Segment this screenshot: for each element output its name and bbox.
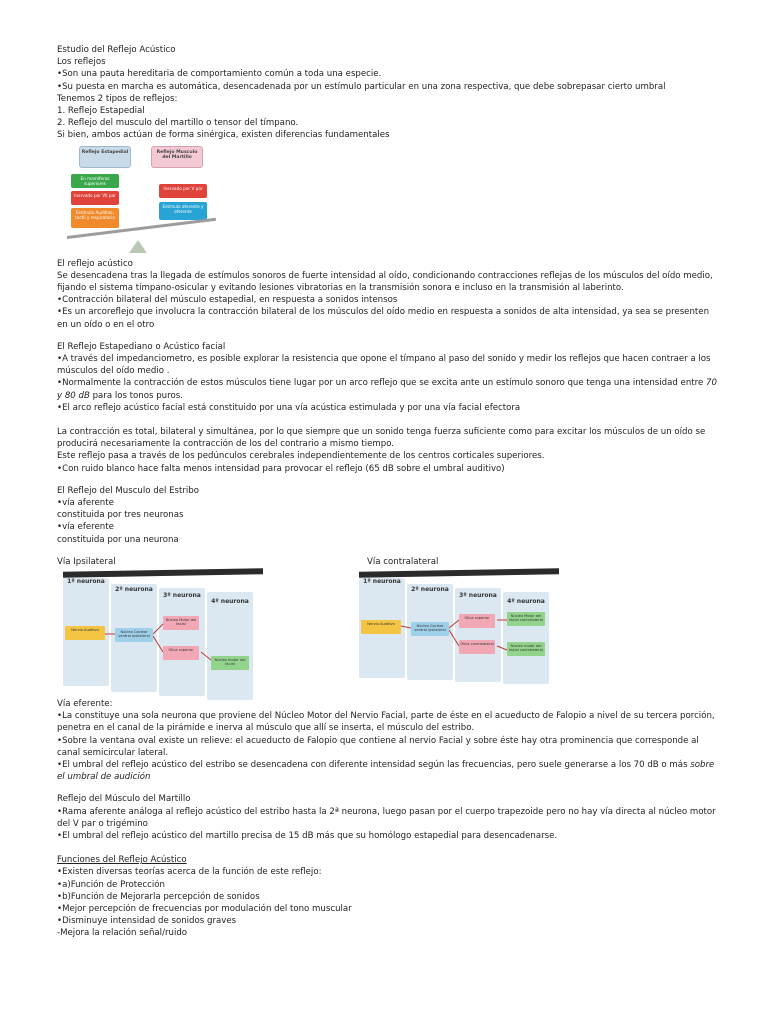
list-item: 1. Reflejo Estapedial [57, 106, 145, 117]
neuron-label: 2º neurona [115, 585, 153, 593]
bullet: •Con ruido blanco hace falta menos intensidad para provocar el reflejo (65 dB sobre el umbral auditivo) [57, 463, 505, 474]
heading-musculo-martillo: Reflejo del Músculo del Martillo [57, 794, 191, 805]
bullet: •vía eferente [57, 522, 114, 533]
neuron-label: 1º neurona [363, 577, 401, 585]
paragraph: constituida por una neurona [57, 534, 179, 545]
box-nervio-auditivo: Nervio Auditivo [361, 620, 401, 634]
bullet [57, 377, 717, 401]
bullet: •b)Función de Mejorarla percepción de sonidos [57, 891, 260, 902]
bullet: •El umbral del reflejo acústico del martillo precisa de 15 dB más que su homólogo estapedial para desencadenarse. [57, 830, 558, 841]
paragraph: La contracción es total, bilateral y simultánea, por lo que siempre que un sonido tenga fuerza suficiente como para excitar los músculos de un oído se producirá necesariamente la contracción de los del contrario a mismo tiempo. [57, 427, 706, 450]
diagram-contralateral [359, 570, 559, 688]
text-run-italic: 70 y 80 dB [57, 378, 717, 401]
paragraph: Este reflejo pasa a través de los pedúnculos cerebrales independientemente de los centros corticales superiores. [57, 451, 545, 462]
neuron-label: 2º neurona [411, 585, 449, 593]
paragraph: Si bien, ambos actúan de forma sinérgica, existen diferencias fundamentales [57, 130, 390, 141]
bullet: •Rama aferente análoga al reflejo acústico del estribo hasta la 2ª neurona, luego pasan por el cuerpo trapezoide pero no hay vía directa al núcleo motor del V par o trigémino [57, 806, 716, 829]
bullet: •Mejor percepción de frecuencias por modulación del tono muscular [57, 903, 352, 914]
heading-reflejos: Los reflejos [57, 57, 106, 68]
text-run: •El umbral del reflejo acústico del estribo se desencadena con diferente intensidad según las frecuencias, pero suele generarse a los 70 dB o más [57, 759, 691, 770]
neuron-label: 3º neurona [459, 591, 497, 599]
document-body [57, 44, 717, 940]
box-oliva-superior: Oliva superior [459, 614, 495, 628]
paragraph: Se desencadena tras la llegada de estímulos sonoros de fuerte intensidad al oído, condicionando contracciones reflejas de los músculos del oído medio, fijando el sistema tímpano-osicular y evitando lesiones vibratorias en la transmisión sonora e incluso en la transmisión al laberinto. [57, 270, 713, 294]
box-nucleo-motor: Núcleo Motor del facial [163, 616, 199, 630]
heading-funciones: Funciones del Reflejo Acústico [57, 855, 187, 866]
balance-label-martillo: Reflejo Musculo del Martillo [151, 146, 203, 168]
bullet: •a)Función de Protección [57, 879, 165, 890]
label-via-contralateral: Vía contralateral [367, 556, 439, 567]
diagram-ipsilateral [63, 570, 263, 688]
bullet: •Existen diversas teorías acerca de la función de este reflejo: [57, 867, 322, 878]
balance-diagram [65, 144, 225, 256]
neuron-diagrams [57, 570, 717, 698]
text-run-italic: sobre el umbral de audición [57, 759, 715, 783]
balance-block: En mamíferos superiores [71, 174, 119, 188]
bullet: •La constituye una sola neurona que proviene del Núcleo Motor del Nervio Facial, parte de éste en el acueducto de Falopio a nivel de su tercera porción, penetra en el canal de la pirámide e inerva al músculo que allí se inserta, el músculo del estribo. [57, 711, 715, 734]
neuron-label: 3º neurona [163, 591, 201, 599]
diagram-labels [57, 556, 717, 570]
label-via-ipsilateral: Vía Ipsilateral [57, 556, 116, 567]
box-nervio-auditivo: Nervio Auditivo [65, 626, 105, 640]
heading-estapediano: El Reflejo Estapediano o Acústico facial [57, 341, 226, 352]
balance-block: Inervado por VII par [71, 191, 119, 205]
heading-via-eferente: Vía eferente: [57, 698, 113, 709]
bullet: •Son una pauta hereditaria de comportamiento común a toda una especie. [57, 69, 382, 80]
box-nucleo-coclear: Núcleo Coclear ventral ipsilateral [411, 622, 449, 636]
bullet: •Disminuye intensidad de sonidos graves [57, 916, 237, 927]
paragraph: Tenemos 2 tipos de reflejos: [57, 93, 178, 104]
bullet: •Es un arcoreflejo que involucra la contracción bilateral de los músculos del oído medio en respuesta a sonidos de alta intensidad, ya sea se presenten en un oído o en el otro [57, 307, 710, 330]
text-run: •Normalmente la contracción de estos músculos tiene lugar por un arco reflejo que se excita ante un estímulo sonoro que tenga una intensidad entre [57, 378, 707, 389]
heading-musculo-estribo: El Reflejo del Musculo del Estribo [57, 485, 200, 496]
box-nucleo-motor-facial: Núcleo motor del facial [211, 656, 249, 670]
box-nucleo-motor-facial: Núcleo motor del facial contralateral [507, 642, 545, 656]
balance-block: Estímulo Auditivo, tactil y respiratorio [71, 208, 119, 228]
box-nucleo-motor-facial: Núcleo Motor del facial contralateral [507, 612, 545, 626]
bullet: •Sobre la ventana oval existe un relieve: el acueducto de Falopio que contiene al nervio Facial y sobre éste hay otra prominencia que corresponde al canal semicircular lateral. [57, 735, 699, 758]
bullet: •vía aferente [57, 498, 114, 509]
balance-pivot [129, 240, 147, 253]
neuron-label: 1º neurona [67, 577, 105, 585]
text-run: para los tonos puros. [89, 390, 183, 401]
heading-reflejo-acustico: El reflejo acústico [57, 258, 133, 269]
bullet: •Contracción bilateral del músculo estapedial, en respuesta a sonidos intensos [57, 295, 398, 306]
neuron-label: 4º neurona [507, 597, 545, 605]
balance-block: Estímulo aferente y eferente [159, 202, 207, 220]
list-item: 2. Reflejo del musculo del martillo o tensor del tímpano. [57, 118, 299, 129]
box-oliva-contralateral: Oliva contralateral [459, 640, 495, 654]
bullet: •A través del impedanciometro, es posible explorar la resistencia que opone el tímpano al paso del sonido y medir los reflejos que hacen contraer a los músculos del oído medio . [57, 354, 711, 377]
balance-label-estapedial: Reflejo Estapedial [79, 146, 131, 168]
neuron-label: 4º neurona [211, 597, 249, 605]
box-oliva-superior: Oliva superior [163, 646, 199, 660]
bullet [57, 759, 717, 783]
paragraph: constituida por tres neuronas [57, 510, 184, 521]
bullet: •El arco reflejo acústico facial está constituido por una vía acústica estimulada y por una vía facial efectora [57, 402, 521, 413]
list-item: -Mejora la relación señal/ruido [57, 928, 188, 939]
bullet: •Su puesta en marcha es automática, desencadenada por un estímulo particular en una zona respectiva, que debe sobrepasar cierto umbral [57, 81, 666, 92]
box-nucleo-coclear: Núcleo Coclear ventral ipsilateral [115, 628, 153, 642]
balance-block: Inervado por V par [159, 184, 207, 198]
doc-title: Estudio del Reflejo Acústico [57, 45, 176, 55]
